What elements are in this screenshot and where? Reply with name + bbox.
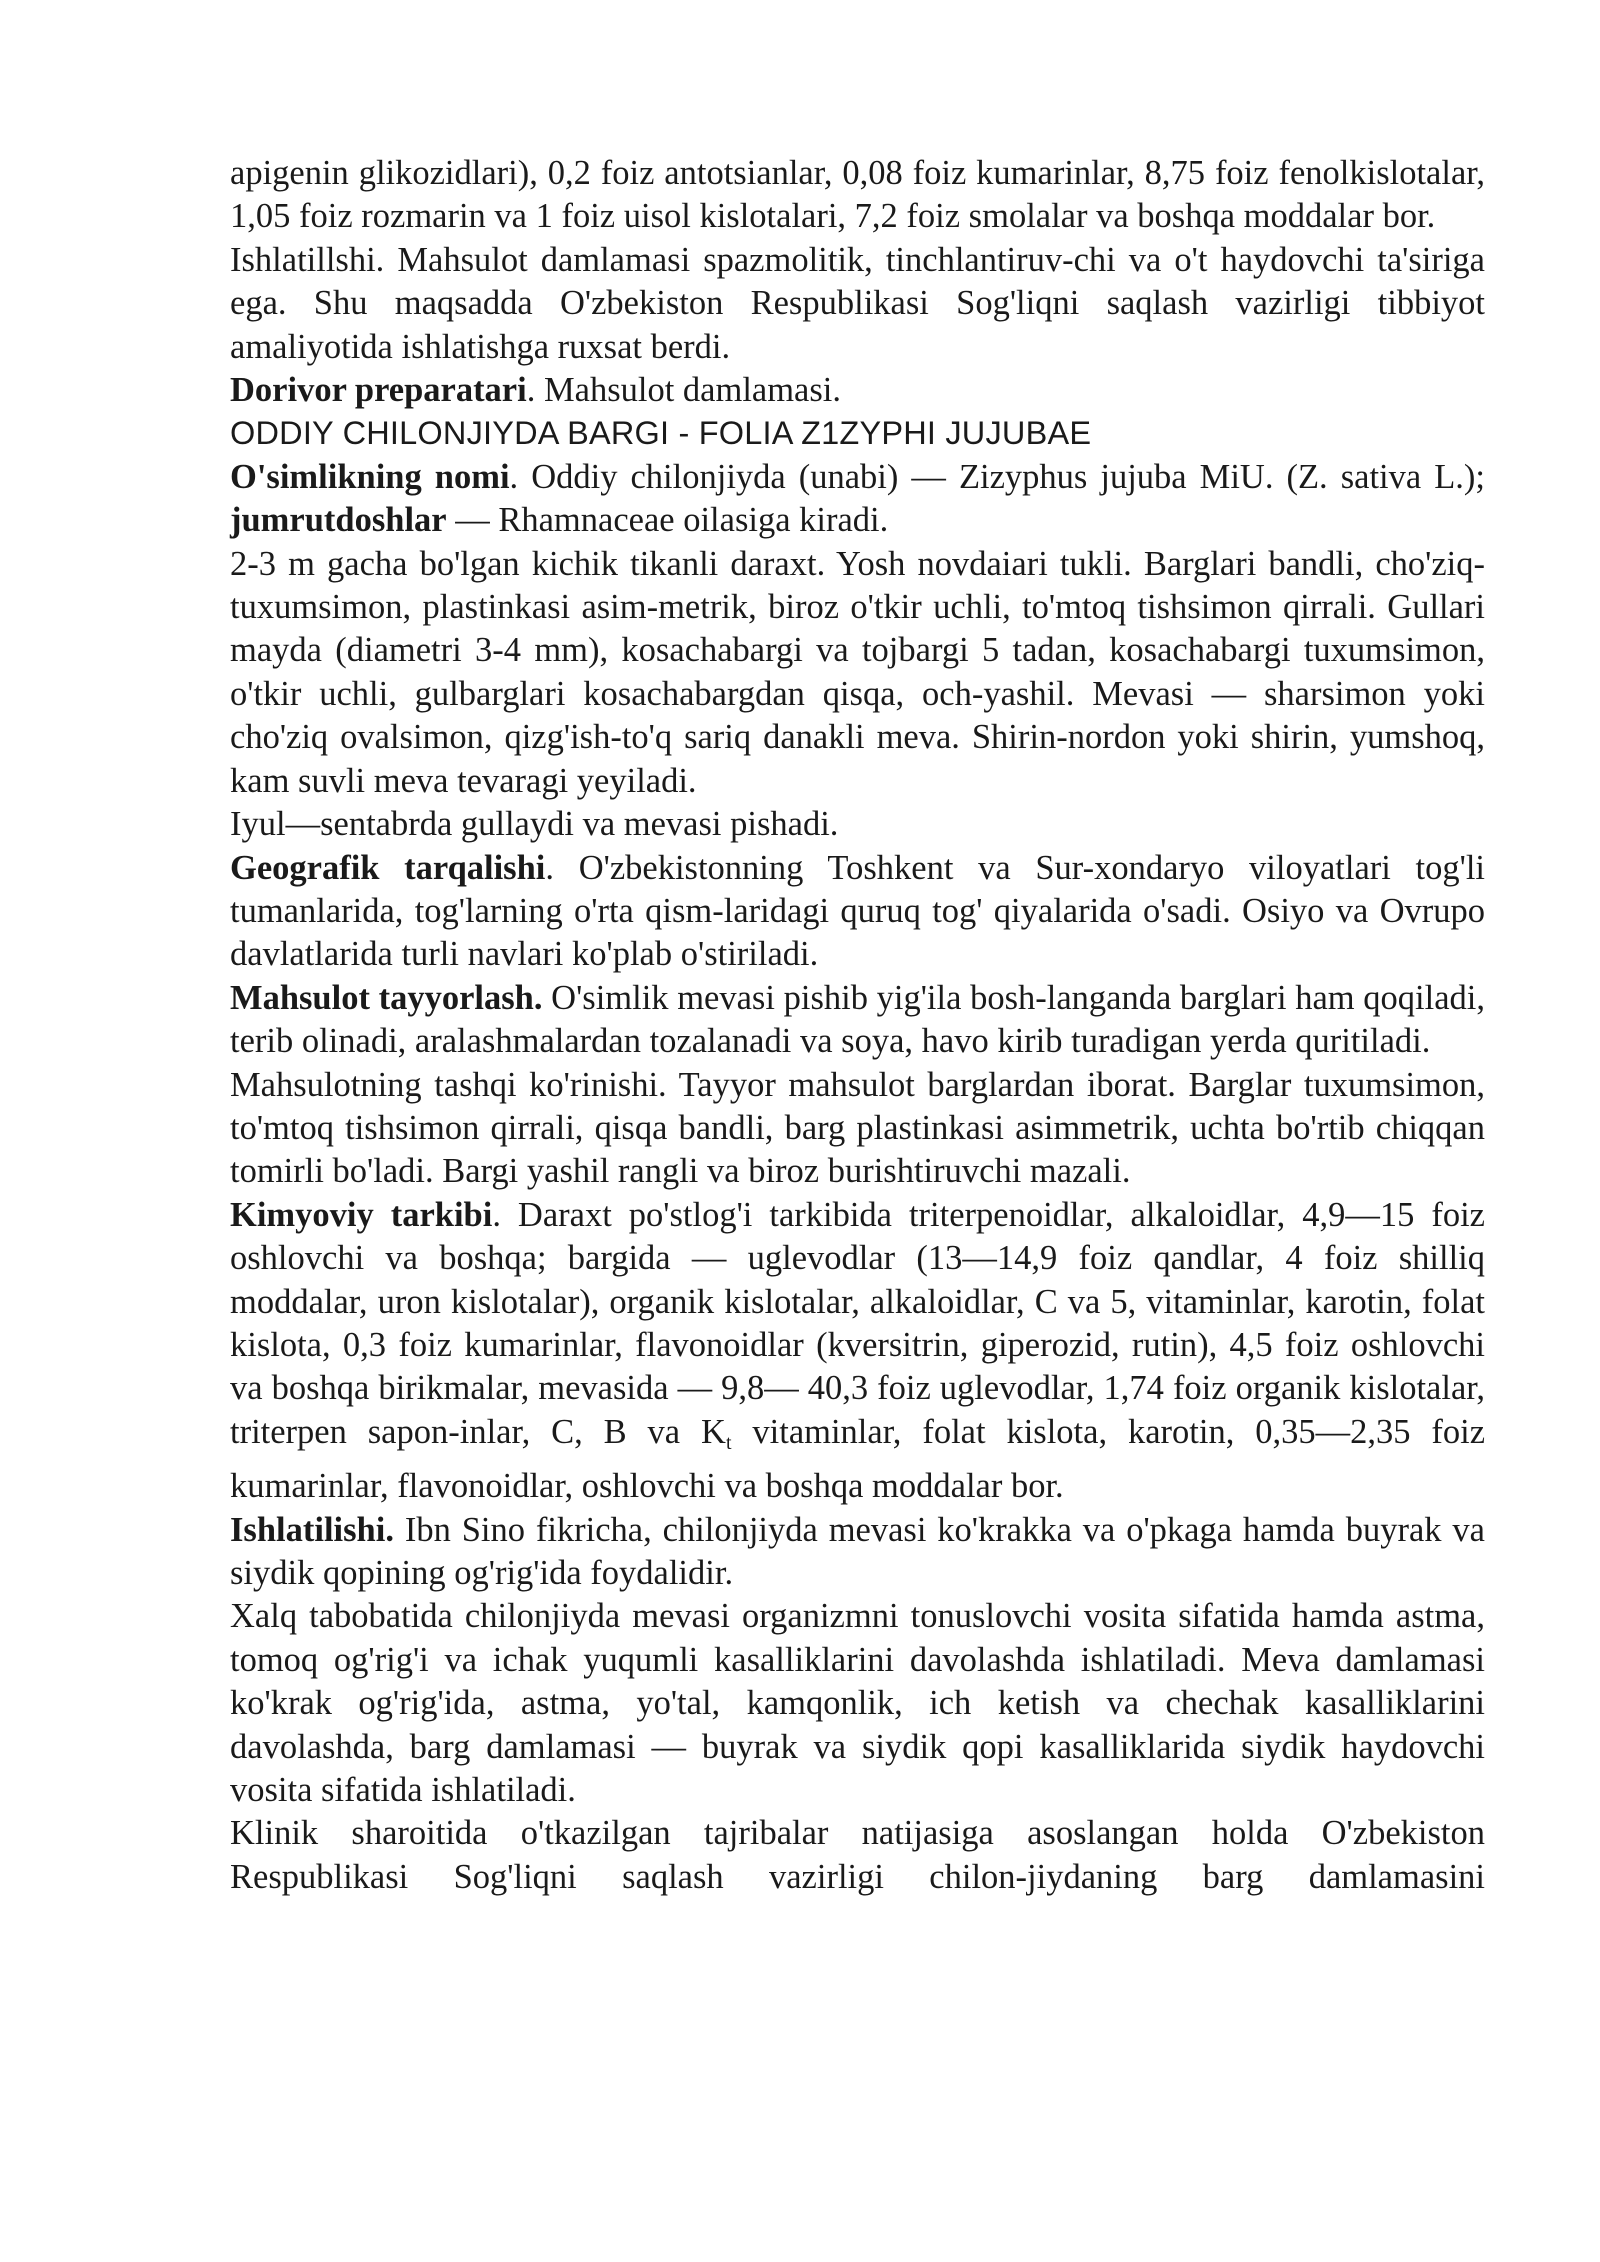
- section-label-chemical: Kimyoviy tarkibi: [230, 1195, 493, 1234]
- vitamin-subscript: t: [725, 1431, 732, 1454]
- chemical-text: . Daraxt po'stlog'i tarkibida triterpenoidlar, alkaloidlar, 4,9—15 foiz oshlovchi va boshqa; bargida — uglevodlar (13—14,9 foiz qandlar, 4 foiz shilliq moddalar, uron kislotalar), organik kislotalar, alkaloidlar, C va 5, vitaminlar, karotin, folat kislota, 0,3 foiz kumarinlar, flavonoidlar (kversitrin, giperozid, rutin), 4,5 foiz oshlovchi va boshqa birikmalar, mevasida — 9,8— 40,3 foiz uglevodlar, 1,74 foiz organik kislotalar, triterpen sapon-inlar, C, B va K: [230, 1195, 1485, 1451]
- section-label-distribution: Geografik tarqalishi: [230, 848, 546, 887]
- paragraph-appearance: Mahsulotning tashqi ko'rinishi. Tayyor mahsulot barglardan iborat. Barglar tuxumsimon, to'mtoq tishsimon qirrali, qisqa bandli, barg plastinkasi asimmetrik, uchta bo'rtib chiqqan tomirli bo'ladi. Bargi yashil rangli va biroz burishtiruvchi mazali.: [230, 1065, 1485, 1191]
- preparations-text: . Mahsulot damlamasi.: [526, 371, 842, 410]
- paragraph-flowering: Iyul—sentabrda gullaydi va mevasi pishadi.: [230, 805, 839, 844]
- family-label: jumrutdoshlar: [230, 501, 447, 540]
- distribution-text: . O'zbekistonning Toshkent va Sur-xondaryo viloyatlari tog'li tumanlarida, tog'larning o'rta qism-laridagi quruq tog' qiyalarida o'sadi. Osiyo va Ovrupo davlatlarida turli navlari ko'plab o'stiriladi.: [230, 848, 1485, 974]
- usage-text: Ibn Sino fikricha, chilonjiyda mevasi ko'krakka va o'pkaga hamda buyrak va siydik qopining og'rig'ida foydalidir.: [230, 1510, 1485, 1592]
- chemical-text-continued: vitaminlar, folat kislota, karotin, 0,35—2,35 foiz kumarinlar, flavonoidlar, oshlovchi va boshqa moddalar bor.: [230, 1412, 1486, 1506]
- section-label-preparations: Dorivor preparatari: [230, 371, 527, 410]
- section-label-usage: Ishlatilishi.: [230, 1510, 394, 1549]
- paragraph-chemical-composition: [230, 1194, 1485, 1509]
- document-page: [230, 152, 1485, 1899]
- paragraph-description: 2-3 m gacha bo'lgan kichik tikanli daraxt. Yosh novdaiari tukli. Barglari bandli, cho'ziq-tuxumsimon, plastinkasi asim-metrik, biroz o'tkir uchli, to'mtoq tishsimon qirrali. Gullari mayda (diametri 3-4 mm), kosachabargi va tojbargi 5 tadan, kosachabargi tuxumsimon, o'tkir uchli, gulbarglari kosachabargdan qisqa, och-yashil. Mevasi — sharsimon yoki cho'ziq ovalsimon, qizg'ish-to'q sariq danakli meva. Shirin-nordon yoki shirin, yumshoq, kam suvli meva tevaragi yeyiladi.: [230, 544, 1485, 800]
- paragraph-usage-2: [230, 1509, 1485, 1596]
- paragraph-harvesting: [230, 977, 1485, 1064]
- paragraph-chemical-continuation: apigenin glikozidlari), 0,2 foiz antotsianlar, 0,08 foiz kumarinlar, 8,75 foiz fenolkislotalar, 1,05 foiz rozmarin va 1 foiz uisol kislotalari, 7,2 foiz smolalar va boshqa moddalar bor.: [230, 154, 1485, 236]
- harvesting-text: O'simlik mevasi pishib yig'ila bosh-langanda barglari ham qoqiladi, terib olinadi, aralashmalardan tozalanadi va soya, havo kirib turadigan yerda quritiladi.: [230, 978, 1485, 1061]
- plant-name-text: . Oddiy chilonjiyda (unabi) — Zizyphus jujuba MiU. (Z. sativa L.);: [509, 457, 1485, 496]
- paragraph-folk-medicine: Xalq tabobatida chilonjiyda mevasi organizmni tonuslovchi vosita sifatida hamda astma, tomoq og'rig'i va ichak yuqumli kasalliklarini davolashda ishlatiladi. Meva damlamasi ko'krak og'rig'ida, astma, yo'tal, kamqonlik, ich ketish va chechak kasalliklarini davolashda, barg damlamasi — buyrak va siydik qopi kasalliklarida siydik haydovchi vosita sifatida ishlatiladi.: [230, 1597, 1485, 1810]
- section-label-harvesting: Mahsulot tayyorlash.: [230, 978, 543, 1017]
- paragraph-clinical: Klinik sharoitida o'tkazilgan tajribalar natijasiga asoslangan holda O'zbekiston Respublikasi Sog'liqni saqlash vazirligi chilon-jiydaning barg damlamasini: [230, 1814, 1485, 1896]
- paragraph-usage-1: Ishlatillshi. Mahsulot damlamasi spazmolitik, tinchlantiruv-chi va o't haydovchi ta'siriga ega. Shu maqsadda O'zbekiston Respublikasi Sog'liqni saqlash vazirligi tibbiyot amaliyotida ishlatishga ruxsat berdi.: [230, 240, 1485, 366]
- section-heading: ODDIY CHILONJIYDA BARGI - FOLIA Z1ZYPHI JUJUBAE: [230, 415, 1092, 452]
- paragraph-preparations: [230, 369, 1485, 412]
- section-label-plant-name: O'simlikning nomi: [230, 457, 510, 496]
- paragraph-distribution: [230, 847, 1485, 977]
- family-text: — Rhamnaceae oilasiga kiradi.: [446, 501, 889, 540]
- paragraph-plant-name: [230, 456, 1485, 543]
